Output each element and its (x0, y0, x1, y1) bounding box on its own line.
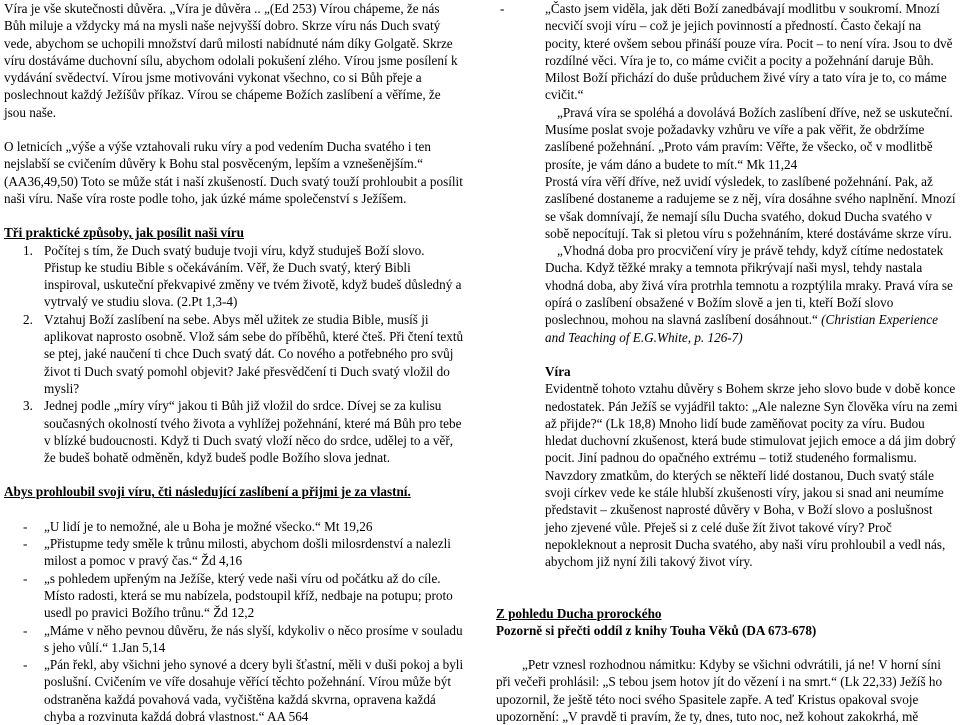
intro-paragraph: Víra je vše skutečnosti důvěra. „Víra je důvěra .. „(Ed 253) Vírou chápeme, že nás Bůh miluje a vždycky má na mysli naše nejvyšší dobro. Skrze víru nás Duch svatý vede, abychom se uchopili množství darů milosti nabídnuté nám díky Golgatě. Skrze víru dostáváme duchovní sílu, abychom odolali pokušení zlého. Vírou jsme posílení k vydávání svědectví. Vírou jsme motivováni vykonat všechno, co si Bůh přeje a poslechnout každý Ježíšův příkaz. Vírou se chápeme Božích zaslíbení a věříme, že jsou naše. (4, 1, 458, 120)
list-number: 2. (23, 311, 33, 327)
list-number: 1. (23, 242, 33, 258)
list-dash: - (23, 622, 28, 638)
vira-heading: Víra (545, 363, 571, 379)
promises-heading: Abys prohloubil svoji víru, čti následující zaslíbení a přijmi je za vlastní. (4, 484, 411, 500)
pentecost-paragraph: O letnicích „výše a výše vztahovali ruku víry a pod vedením Ducha svatého i ten nejslabší se cvičením důvěry k Bohu stal posvěceným, lepším a vznešenějším.“ (AA36,49,50) Toto se může stát i naší zkušeností. Duch svatý touží prohloubit a posílit naši víru. Naše víra roste podle toho, jak úzké máme společenství s Ježíšem. (4, 139, 463, 206)
suitable-time-paragraph (545, 242, 958, 346)
list-item-text: Jednej podle „míry víry“ jakou ti Bůh již vložil do srdce. Dívej se za kulisu současných okolností tvého života a vyhlížej požehnání, které má Bůh pro tebe v blízké budoucnosti. Když ti Duch svatý vloží něco do srdce, udělej to a věř, že budeš bohatě odměněn, když budeš podle Božího slova jednat. (44, 398, 462, 466)
list-item (496, 0, 958, 104)
list-item (4, 397, 464, 466)
list-item-text: Vztahuj Boží zaslíbení na sebe. Abys měl užitek ze studia Bible, musíš ji aplikovat naprosto osobně. Vlož sám sebe do příběhů, které čteš. Při čtení textů se ptej, jaké naučení ti chce Duch svatý dát. Co nového a potřebného pro svůj život ti Duch svatý pomohl objevit? Jaké přesvědčení ti Duch svatý vložil do mysli? (44, 311, 464, 396)
list-item (4, 311, 464, 397)
prophetic-subheading: Pozorně si přečti oddíl z knihy Touha Věků (DA 673-678) (496, 622, 817, 638)
prophetic-heading: Z pohledu Ducha prorockého (496, 605, 662, 621)
left-column (4, 0, 464, 725)
vira-paragraph: Evidentně tohoto vztahu důvěry s Bohem skrze jeho slovo bude v době konce nedostatek. Pán Ježíš se vyjádřil takto: „Ale nalezne Syn člověka víru na zemi až přijde?“ (Lk 18,8) Mnoho lidí bude zaměňovat pocity za víru. Budou hledat duchovní zkušenost, která bude stimulovat jejich emoce a dá jim dobrý pocit. Jiní padnou do opačného extrému – totiž studeného formalismu. Navzdory zmatkům, do kterých se někteří lidé dostanou, Duch svatý stále svoji církev vede ke stále hlubší zkušenosti víry, jakou si snad ani neumíme představit – zkušenost naprosté důvěry v Boha, v Boží slovo a poslušnost jeho zjevené vůle. Přeješ si z celé duše žít život takové víry? Proč nepokleknout a neprosit Ducha svatého, aby naši víru prohloubil a vedl nás, abychom již nyní žili takový život víry. (545, 381, 958, 570)
list-item (4, 518, 464, 535)
list-item (4, 622, 464, 657)
quote-continuation (496, 104, 958, 571)
list-item-text: „s pohledem upřeným na Ježíše, který vede naši víru od počátku až do cíle. Místo radosti, která se mu nabízela, podstoupil kříž, nedbaje na potupu; proto usedl po pravici Božího trůnu.“ Žd 12,2 (44, 570, 453, 621)
list-item (4, 242, 464, 311)
true-faith-paragraph: „Pravá víra se spoléhá a dovolává Božích zaslíbení dříve, než se uskuteční. Musíme poslat svoje požadavky vzhůru ve víře a pak věřit, že obdržíme zaslíbené požehnání. „Proto vám pravím: Věřte, že všecko, oč v modlitbě prosíte, je vám dáno a budete to mít.“ Mk 11,24 (545, 104, 953, 172)
list-item-text: „Pán řekl, aby všichni jeho synové a dcery byli šťastní, měli v duši pokoj a byli poslušní. Cvičením ve víře dosahuje věřící těchto požehnání. Vírou může být odstraněna každá povahová vada, vyčištěna každá skvrna, opravena každá chyba a rozvinuta každá dobrá vlastnost.“ AA 564 (44, 657, 464, 724)
list-dash: - (23, 570, 28, 586)
peter-paragraph: „Petr vznesl rozhodnou námitku: Kdyby se všichni odvrátili, já ne! V horní síni při večeři prohlásil: „S tebou jsem hotov jít do vězení i na smrt.“ (Lk 22,33) Ježíš ho upozornil, že ještě této noci svého Spasitele zapře. A teď Kristus opakoval svoje upozornění: „V pravdě ti pravím, že ty, dnes, tuto noc, než kohout zakokrhá, mě (496, 657, 943, 724)
list-item-text: „Máme v něho pevnou důvěru, že nás slyší, kdykoliv o něco prosíme v souladu s jeho vůlí.“ 1.Jan 5,14 (44, 622, 463, 655)
practical-ways-list (4, 242, 464, 467)
right-column (496, 0, 958, 725)
promises-list (4, 518, 464, 725)
list-dash: - (23, 536, 28, 552)
quote-prayer-paragraph: „Často jsem viděla, jak děti Boží zanedbávají modlitbu v soukromí. Mnozí necvičí svoji víru – což je jejich povinností a předností. Často čekají na pocity, které ovšem sebou přináší pouze víra. Pocit – to není víra. Jsou to dvě rozdílné věci. Víra je to, co máme cvičit a pocity a požehnání daruje Bůh. Milost Boží přichází do duše průduchem živé víry a tato víra je to, co máme cvičit.“ (545, 1, 953, 103)
list-dash: - (500, 1, 505, 16)
practical-ways-heading: Tři praktické způsoby, jak posílit naši víru (4, 225, 244, 241)
list-number: 3. (23, 398, 33, 414)
list-item (4, 570, 464, 622)
simple-faith-paragraph: Prostá víra věří dříve, než uvidí výsledek, to zaslíbené požehnání. Pak, až zaslíbené dostaneme a radujeme se z něj, víra dosáhne svého naplnění. Mnozí se však domnívají, že nemají sílu Ducha svatého, dokud Ducha svatého v sobě nepocítují. Tak si pletou víru s požehnáním, které dostáváme skrze víru. (545, 173, 956, 241)
list-item (4, 656, 464, 725)
list-item-text: „Přistupme tedy směle k trůnu milosti, abychom došli milosrdenství a nalezli milost a pomoc v pravý čas.“ Žd 4,16 (44, 536, 451, 569)
list-item (4, 535, 464, 570)
list-dash: - (23, 518, 28, 534)
quote-list (496, 0, 958, 104)
list-item-text: Počítej s tím, že Duch svatý buduje tvoji víru, když studuješ Boží slovo. Přistup ke studiu Bible s očekáváním. Věř, že Duch svatý, který Bibli inspiroval, uskuteční překvapivé změny ve tvém životě, když budeš důsledný a vytrvalý ve studiu slova. (2.Pt 1,3-4) (44, 242, 462, 310)
source-citation: (Christian Experience and Teaching of E.G.White, p. 126-7) (545, 312, 938, 345)
suitable-time-text: „Vhodná doba pro procvičení víry je právě tehdy, když cítíme nedostatek Ducha. Když těžké mraky a temnota přikrývají naši mysl, tehdy nastala vhodná doba, aby živá víra protrhla temnotu a rozptýlila mraky. Pravá víra se opírá o zaslíbení obsažené v Božím slově a jen ti, kteří Boží slovo poslechnou, mohou na slavná zaslíbení dosáhnout.“ (545, 243, 953, 328)
list-dash: - (23, 657, 28, 673)
list-item-text: „U lidí je to nemožné, ale u Boha je možné všecko.“ Mt 19,26 (44, 518, 373, 534)
